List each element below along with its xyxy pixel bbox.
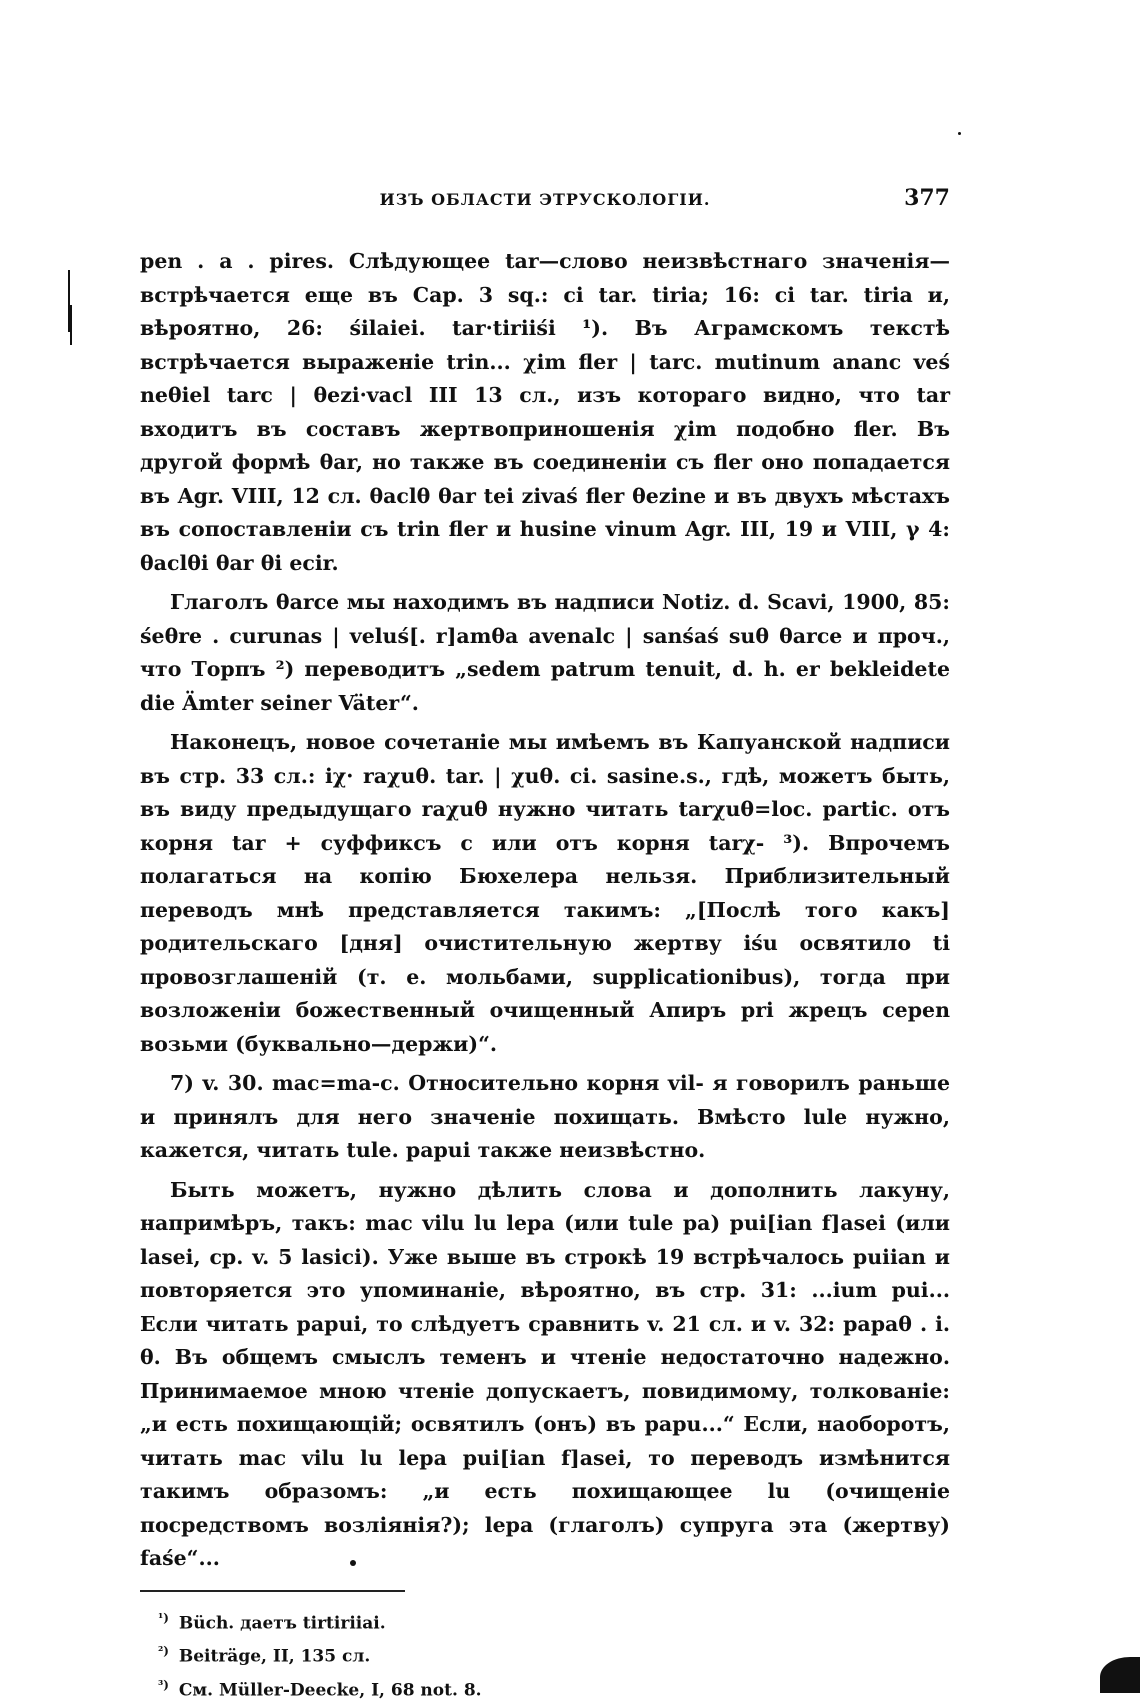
- footnote: [158, 1637, 950, 1671]
- footnote: [158, 1671, 950, 1704]
- page-number: 377: [890, 185, 950, 211]
- footnote: [158, 1604, 950, 1638]
- page: [140, 185, 950, 1704]
- paragraph: pen . a . pires. Слѣдующее tar—слово неизвѣстнаго значенія—встрѣчается еще въ Cap. 3 sq.: ci tar. tiria; 16: ci tar. tiria и, вѣроятно, 26: śilaiei. tar·tiriiśi ¹). Въ Аграмскомъ текстѣ встрѣчается выраженіе trin... χim fler | tarc. mutinum ananc veś neθiel tarc | θezi·vacl III 13 сл., изъ котораго видно, что tar входитъ въ составъ жертвоприношенія χim подобно fler. Въ другой формѣ θar, но также въ соединеніи съ fler оно попадается въ Agr. VIII, 12 сл. θaclθ θar tei zivaś fler θezine и въ двухъ мѣстахъ въ сопоставленіи съ trin fler и husine vinum Agr. III, 19 и VIII, γ 4: θaclθi θar θi ecir.: [140, 245, 950, 580]
- body-text: [140, 245, 950, 1576]
- footnote-text: Büch. даетъ tirtiriiai.: [179, 1613, 386, 1633]
- scan-speck: [350, 1560, 356, 1566]
- footnotes: [140, 1604, 950, 1704]
- paragraph: 7) v. 30. mac=ma-c. Относительно корня vil- я говорилъ раньше и принялъ для него значеніе похищать. Вмѣсто lule нужно, кажется, читать tule. papui также неизвѣстно.: [140, 1067, 950, 1168]
- footnote-text: См. Müller-Deecke, I, 68 not. 8.: [179, 1680, 482, 1700]
- running-title: ИЗЪ ОБЛАСТИ ЭТРУСКОЛОГІИ.: [200, 190, 890, 209]
- paragraph: Глаголъ θarce мы находимъ въ надписи Notiz. d. Scavi, 1900, 85: śeθre . curunas | veluś[. r]amθa avenalc | sanśaś suθ θarce и проч., что Торпъ ²) переводитъ „sedem patrum tenuit, d. h. er bekleidete die Ämter seiner Väter“.: [140, 586, 950, 720]
- paragraph: Быть можетъ, нужно дѣлить слова и дополнить лакуну, напримѣръ, такъ: mac vilu lu lepa (или tule pa) pui[ian f]asei (или lasei, ср. v. 5 lasici). Уже выше въ строкѣ 19 встрѣчалось puiian и повторяется это упоминаніе, вѣроятно, въ стр. 31: ...ium pui... Если читать papui, то слѣдуетъ сравнить v. 21 сл. и v. 32: papaθ . i. θ. Въ общемъ смыслъ теменъ и чтеніе недостаточно надежно. Принимаемое мною чтеніе допускаетъ, повидимому, толкованіе: „и есть похищающій; освятилъ (онъ) въ papu...“ Если, наоборотъ, читать mac vilu lu lepa pui[ian f]asei, то переводъ измѣнится такимъ образомъ: „и есть похищающее lu (очищеніе посредствомъ возліянія?); lepa (глаголъ) супруга эта (жертву) faśe“...: [140, 1174, 950, 1576]
- scan-corner-blot: [1100, 1657, 1140, 1693]
- footnote-marker: ¹): [158, 1611, 169, 1625]
- page-header: [140, 185, 950, 229]
- footnote-text: Beiträge, II, 135 сл.: [179, 1647, 370, 1667]
- margin-pencil-mark: [70, 305, 72, 345]
- footnote-marker: ³): [158, 1678, 169, 1692]
- paragraph: Наконецъ, новое сочетаніе мы имѣемъ въ Капуанской надписи въ стр. 33 сл.: iχ· raχuθ. tar. | χuθ. ci. sasine.s., гдѣ, можетъ быть, въ виду предыдущаго raχuθ нужно читать tarχuθ=loc. partic. отъ корня tar + суффиксъ c или отъ корня tarχ- ³). Впрочемъ полагаться на копію Бюхелера нельзя. Приблизительный переводъ мнѣ представляется такимъ: „[Послѣ того какъ] родительскаго [дня] очистительную жертву iśu освятило ti провозглашеній (т. е. мольбами, supplicationibus), тогда при возложеніи божественный очищенный Апиръ pri жрецъ cepen возьми (буквально—держи)“.: [140, 726, 950, 1061]
- footnote-marker: ²): [158, 1644, 169, 1658]
- scan-speck: [958, 132, 961, 135]
- footnote-divider: [140, 1590, 405, 1592]
